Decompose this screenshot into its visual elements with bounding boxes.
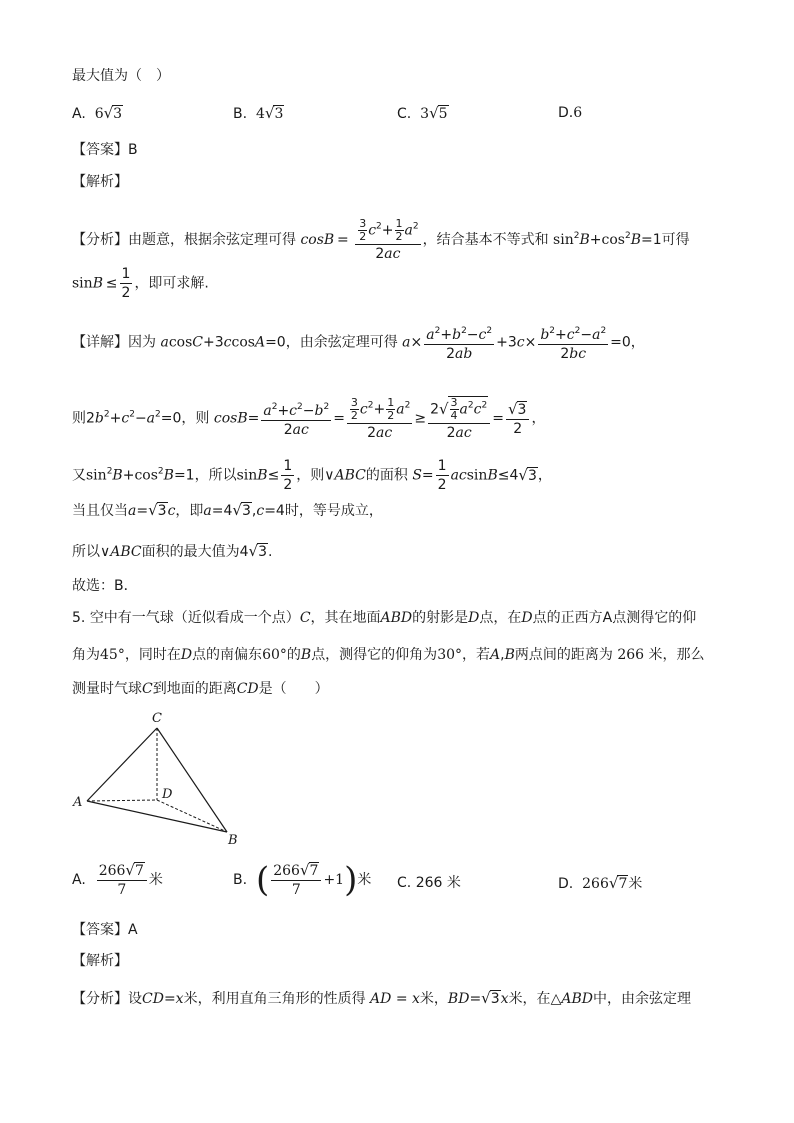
q4-option-b[interactable]: B. 4√3: [233, 104, 284, 122]
edge-ab: [87, 801, 227, 832]
q4-answer: 【答案】B: [72, 142, 138, 158]
q4-detail: 【详解】因为 acosC+3ccosA=0，由余弦定理可得 a× $\frac{a^2+b^2-c^2}{2ab}$ +3c× $\frac{b^2+c^2-a^2}{2bc}$ =0，: [72, 323, 645, 362]
q5-jiexi-label: 【解析】: [72, 953, 128, 969]
q4-max-line: 所以∨ABC面积的最大值为4√3.: [72, 542, 273, 560]
q5-analysis: 【分析】设CD=x米，利用直角三角形的性质得 AD = x米，BD=√3x米，在△ABD中，由余弦定理: [72, 989, 691, 1007]
q5-option-b[interactable]: B. ( $\frac{266√7}{7}$ +1)米: [233, 860, 372, 900]
q4-choice: 故选：B．: [72, 578, 138, 594]
q4-then-line: 则$2b^2+c^2-a^2=0$，则 cosB= $\frac{a^2+c^2-b^2}{2ac}$ = $\frac{3}{2}$ $c^2+$ $\frac{1}{2}$ $a^2$ 2ac ≥ 2√ $\frac{3}{4}$ $a^2c^2$ 2ac = $\frac{√3}{2}$ ，: [72, 395, 546, 441]
label-d: D: [162, 787, 173, 802]
q4-jiexi-label: 【解析】: [72, 174, 128, 190]
q5-stem-line3: 测量时气球C到地面的距离CD是（ ）: [72, 681, 329, 697]
edge-cb: [157, 728, 227, 832]
q4-stem-tail: 最大值为（ ）: [72, 68, 170, 84]
q5-option-a[interactable]: A. $\frac{266√7}{7}$ 米: [72, 861, 163, 898]
label-a: A: [73, 795, 83, 810]
edge-ad: [87, 800, 157, 801]
q4-option-a[interactable]: A. 6√3: [72, 104, 123, 122]
q5-option-d[interactable]: D. 266√7米: [558, 874, 643, 892]
q5-option-c[interactable]: C. 266 米: [397, 875, 461, 891]
q4-analysis-cont: sinB ≤ $\frac{1}{2}$ ，即可求解.: [72, 266, 209, 301]
q4-equality-line: 当且仅当a=√3c，即a=4√3,c=4时，等号成立，: [72, 501, 383, 519]
label-b: B: [228, 833, 238, 848]
q4-analysis-fraction: $\frac{3}{2}$ $c^2+$ $\frac{1}{2}$ $a^2$ 2ac: [355, 218, 420, 262]
label-c: C: [152, 711, 162, 726]
q4-you-line: 又$\sin^2B+\cos^2B=1$，所以sinB≤ $\frac{1}{2}$ ，则∨ABC的面积 S= $\frac{1}{2}$ acsinB≤4√3，: [72, 458, 552, 493]
q5-tetrahedron-figure: [70, 708, 250, 848]
q4-option-d[interactable]: D.6: [558, 105, 583, 121]
q4-analysis: 【分析】由题意，根据余弦定理可得 cosB = $\frac{3}{2}$ $c^2+$ $\frac{1}{2}$ $a^2$ 2ac ，结合基本不等式和 $\sin^2B+\cos^2B=1$可得: [72, 217, 690, 262]
q5-stem-line1: 5. 空中有一气球（近似看成一个点）C，其在地面ABD的射影是D点，在D点的正西方A点测得它的仰: [72, 610, 697, 626]
q5-answer: 【答案】A: [72, 922, 138, 938]
q5-stem-line2: 角为45°，同时在D点的南偏东60°的B点，测得它的仰角为30°，若A,B两点间的距离为 266 米，那么: [72, 647, 705, 663]
edge-ac: [87, 728, 157, 801]
q4-option-c[interactable]: C. 3√5: [397, 104, 448, 122]
